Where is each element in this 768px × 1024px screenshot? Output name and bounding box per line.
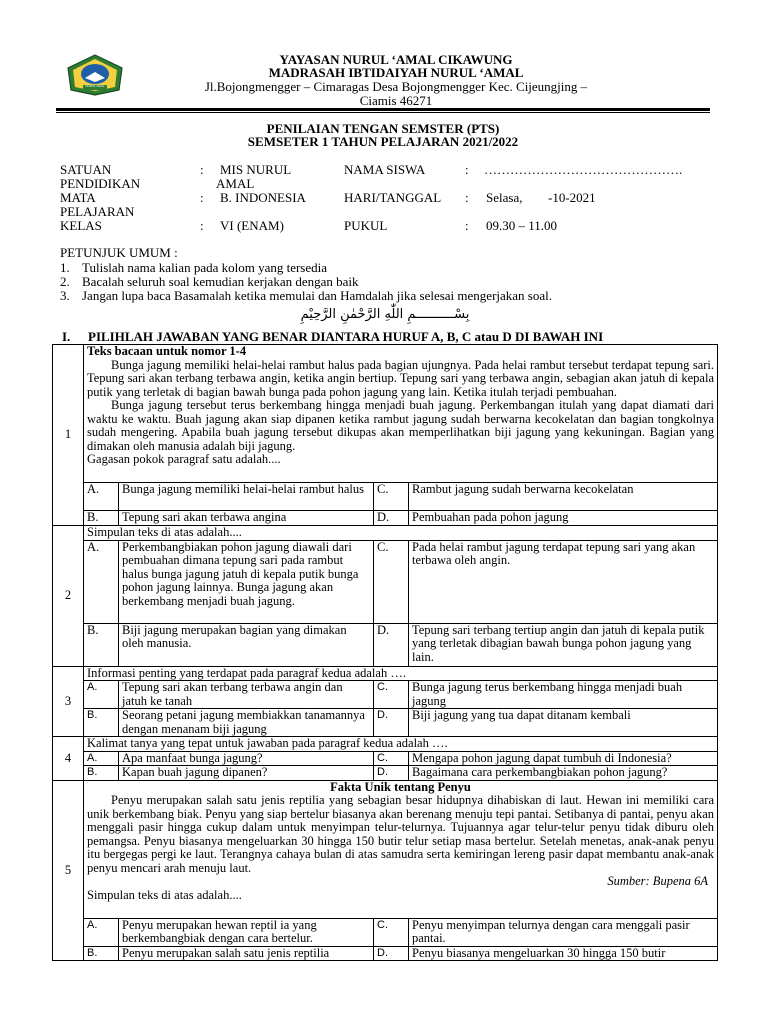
info-colon: : xyxy=(465,218,469,233)
option-label: C. xyxy=(374,483,409,511)
option-label: D. xyxy=(374,709,409,737)
option-c[interactable]: Mengapa pohon jagung dapat tumbuh di Indonesia? xyxy=(409,751,718,766)
info-hari-label: HARI/TANGGAL xyxy=(344,190,442,205)
instruction-number: 1. xyxy=(60,260,70,275)
option-label: B. xyxy=(84,766,119,781)
question-number: 5 xyxy=(53,780,84,961)
option-d[interactable]: Penyu biasanya mengeluarkan 30 hingga 150 butir xyxy=(409,946,718,961)
info-kelas-value: VI (ENAM) xyxy=(220,218,284,233)
reading-paragraph: Bunga jagung memiliki helai-helai rambut halus pada bagian ujungnya. Pada helai rambut tersebut terdapat tepung sari. Tepung sari akan terbang terbawa angin, ketika angin bertiup. Tepung sari yang terbawa angin, sebagian akan jatuh di kepala putik yang terletak di bagian bawah bunga pada pohon jagung yang lain. Ketika itulah terjadi pembuahan. xyxy=(87,357,714,399)
info-mapel-label: MATA xyxy=(60,190,96,205)
question-stem: Informasi penting yang terdapat pada paragraf kedua adalah …. xyxy=(84,666,718,681)
question-number: 1 xyxy=(53,345,84,526)
option-a[interactable]: Penyu merupakan hewan reptil ia yang berkembangbiak dengan cara bertelur. xyxy=(119,918,374,946)
basmalah: بِسْــــــــــمِ اللّٰهِ الرَّحْمٰنِ الرَّحِيْمِ xyxy=(300,307,470,322)
option-b[interactable]: Tepung sari akan terbawa angina xyxy=(119,511,374,526)
option-label: A. xyxy=(84,540,119,623)
option-label: C. xyxy=(374,918,409,946)
info-kelas-label: KELAS xyxy=(60,218,102,233)
info-satuan-label: SATUAN xyxy=(60,162,112,177)
section-title: PILIHLAH JAWABAN YANG BENAR DIANTARA HURUF A, B, C atau D DI BAWAH INI xyxy=(88,329,604,344)
info-tanggal-value: -10-2021 xyxy=(548,190,596,205)
option-a[interactable]: Tepung sari akan terbang terbawa angin dan jatuh ke tanah xyxy=(119,681,374,709)
option-label: A. xyxy=(84,483,119,511)
info-colon: : xyxy=(200,162,204,177)
info-satuan-value: MIS NURUL xyxy=(220,162,292,177)
question-number: 4 xyxy=(53,737,84,781)
instruction-number: 2. xyxy=(60,274,70,289)
school-logo xyxy=(66,54,124,96)
option-c[interactable]: Penyu menyimpan telurnya dengan cara menggali pasir pantai. xyxy=(409,918,718,946)
header-divider xyxy=(56,108,710,111)
option-label: A. xyxy=(84,918,119,946)
info-mapel-value: B. INDONESIA xyxy=(220,190,306,205)
info-colon: : xyxy=(200,190,204,205)
option-label: A. xyxy=(84,681,119,709)
option-d[interactable]: Pembuahan pada pohon jagung xyxy=(409,511,718,526)
logo-caption: NURUL AMAL xyxy=(85,84,105,88)
option-b[interactable]: Kapan buah jagung dipanen? xyxy=(119,766,374,781)
option-b[interactable]: Seorang petani jagung membiakkan tanamannya dengan menanam biji jagung xyxy=(119,709,374,737)
option-label: D. xyxy=(374,623,409,666)
header-divider-thin xyxy=(56,112,710,113)
info-mapel-label-2: PELAJARAN xyxy=(60,204,135,219)
info-pukul-label: PUKUL xyxy=(344,218,388,233)
reading-paragraph: Bunga jagung tersebut terus berkembang hingga menjadi buah jagung. Perkembangan itulah yang dapat diamati dari waktu ke waktu. Buah jagung akan siap dipanen ketika rambut jagung sudah berwarna kecokelatan dan bagian tongkolnya sudah mengering. Apabila buah jagung tersebut dikupas akan memperlihatkan biji jagung yang kekuningan. Bagian yang dimakan oleh manusia adalah biji jagung. xyxy=(87,398,714,453)
option-label: D. xyxy=(374,511,409,526)
option-label: C. xyxy=(374,681,409,709)
option-c[interactable]: Bunga jagung terus berkembang hingga menjadi buah jagung xyxy=(409,681,718,709)
option-a[interactable]: Bunga jagung memiliki helai-helai rambut halus xyxy=(119,483,374,511)
question-stem: Simpulan teks di atas adalah.... xyxy=(87,887,242,902)
info-pukul-value: 09.30 – 11.00 xyxy=(486,218,558,233)
school-name: MADRASAH IBTIDAIYAH NURUL ‘AMAL xyxy=(268,65,524,80)
question-table xyxy=(52,344,718,961)
school-emblem-icon xyxy=(66,54,124,96)
section-roman: I. xyxy=(62,329,71,344)
school-city: Ciamis 46271 xyxy=(359,93,433,108)
info-colon: : xyxy=(465,190,469,205)
option-label: B. xyxy=(84,709,119,737)
option-d[interactable]: Bagaimana cara perkembangbiakan pohon jagung? xyxy=(409,766,718,781)
option-d[interactable]: Biji jagung yang tua dapat ditanam kembali xyxy=(409,709,718,737)
option-a[interactable]: Apa manfaat bunga jagung? xyxy=(119,751,374,766)
foundation-name: YAYASAN NURUL ‘AMAL CIKAWUNG xyxy=(279,52,513,67)
option-label: C. xyxy=(374,751,409,766)
option-label: B. xyxy=(84,511,119,526)
option-d[interactable]: Tepung sari terbang tertiup angin dan jatuh di kepala putik yang terletak dibagian bawah bunga pohon jagung yang lain. xyxy=(409,623,718,666)
question-number: 3 xyxy=(53,666,84,737)
option-label: B. xyxy=(84,623,119,666)
reading-title: Fakta Unik tentang Penyu xyxy=(330,779,471,794)
option-c[interactable]: Pada helai rambut jagung terdapat tepung sari yang akan terbawa oleh angin. xyxy=(409,540,718,623)
option-b[interactable]: Penyu merupakan salah satu jenis reptilia xyxy=(119,946,374,961)
reading-source: Sumber: Bupena 6A xyxy=(607,874,708,888)
question-stem: Simpulan teks di atas adalah.... xyxy=(84,526,718,541)
question-stem: Gagasan pokok paragraf satu adalah.... xyxy=(87,452,281,466)
reading-paragraph: Penyu merupakan salah satu jenis reptilia yang sebagian besar hidupnya dihabiskan di laut. Hewan ini memiliki cara unik berkembang biak. Penyu yang siap bertelur biasanya akan berenang menuju tepi pantai. Setibanya di pantai, penyu akan menggali pasir hingga cukup dalam untuk menyimpan telur-telurnya. Tujuannya agar telur-telur penyu tidak diburu oleh pemangsa. Penyu biasanya mengeluarkan 30 hingga 150 butir telur setiap masa bertelur. Setelah menetas, anak-anak penyu itu bergegas pergi ke laut. Terangnya cahaya bulan di atas samudra serta kemiringan lereng pasir dapat membantu anak-anak penyu mencari arah menuju laut. xyxy=(87,793,714,875)
info-colon: : xyxy=(200,218,204,233)
option-label: C. xyxy=(374,540,409,623)
option-a[interactable]: Perkembangbiakan pohon jagung diawali dari pembuahan dimana tepung sari pada rambut halus bunga jagung jatuh di kepala putik bunga pohon jagung lainnya. Bunga jagung akan berkembang menjadi buah jagung. xyxy=(119,540,374,623)
info-colon: : xyxy=(465,162,469,177)
info-hari-value: Selasa, xyxy=(486,190,523,205)
exam-subtitle: SEMSETER 1 TAHUN PELAJARAN 2021/2022 xyxy=(247,134,519,149)
exam-title: PENILAIAN TENGAN SEMSTER (PTS) xyxy=(266,121,500,136)
option-label: D. xyxy=(374,946,409,961)
info-satuan-value-2: AMAL xyxy=(216,176,255,191)
info-nama-value: ………………………………………. xyxy=(484,162,683,177)
info-nama-label: NAMA SISWA xyxy=(344,162,426,177)
option-label: B. xyxy=(84,946,119,961)
reading-passage-turtle xyxy=(84,780,718,918)
instruction-text: Bacalah seluruh soal kemudian kerjakan dengan baik xyxy=(82,274,359,289)
reading-title: Teks bacaan untuk nomor 1-4 xyxy=(87,344,247,358)
option-label: A. xyxy=(84,751,119,766)
instruction-text: Tulislah nama kalian pada kolom yang tersedia xyxy=(82,260,328,275)
instructions-heading: PETUNJUK UMUM : xyxy=(60,245,178,260)
school-address: Jl.Bojongmengger – Cimaragas Desa Bojongmengger Kec. Cijeungjing – xyxy=(204,79,588,94)
info-satuan-label-2: PENDIDIKAN xyxy=(60,176,141,191)
instruction-number: 3. xyxy=(60,288,70,303)
instruction-text: Jangan lupa baca Basamalah ketika memulai dan Hamdalah jika selesai mengerjakan soal. xyxy=(82,288,552,303)
reading-passage-corn xyxy=(84,345,718,483)
option-b[interactable]: Biji jagung merupakan bagian yang dimakan oleh manusia. xyxy=(119,623,374,666)
question-number: 2 xyxy=(53,526,84,667)
question-stem: Kalimat tanya yang tepat untuk jawaban pada paragraf kedua adalah …. xyxy=(84,737,718,752)
option-label: D. xyxy=(374,766,409,781)
option-c[interactable]: Rambut jagung sudah berwarna kecokelatan xyxy=(409,483,718,511)
